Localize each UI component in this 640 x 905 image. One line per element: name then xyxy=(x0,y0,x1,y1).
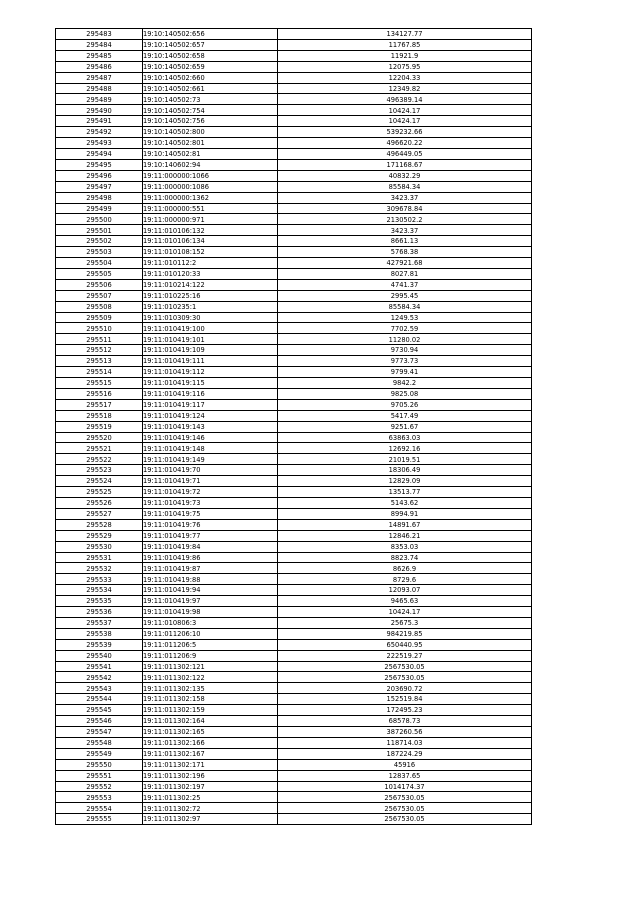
amount-cell: 2567530.05 xyxy=(278,672,532,683)
table-row xyxy=(56,83,532,94)
amount-cell: 3423.37 xyxy=(278,192,532,203)
cadastral-number-cell: 19:11:011302:197 xyxy=(143,781,278,792)
cadastral-number-cell: 19:11:010106:134 xyxy=(143,236,278,247)
amount-cell: 2567530.05 xyxy=(278,803,532,814)
amount-cell: 3423.37 xyxy=(278,225,532,236)
cadastral-number-cell: 19:11:011206:5 xyxy=(143,639,278,650)
table-row xyxy=(56,181,532,192)
row-id-cell: 295518 xyxy=(56,410,143,421)
cadastral-number-cell: 19:10:140502:756 xyxy=(143,116,278,127)
row-id-cell: 295534 xyxy=(56,585,143,596)
table-row xyxy=(56,421,532,432)
cadastral-number-cell: 19:11:010419:87 xyxy=(143,563,278,574)
table-row xyxy=(56,323,532,334)
table-row xyxy=(56,50,532,61)
row-id-cell: 295483 xyxy=(56,29,143,40)
row-id-cell: 295553 xyxy=(56,792,143,803)
row-id-cell: 295487 xyxy=(56,72,143,83)
cadastral-number-cell: 19:11:010419:109 xyxy=(143,345,278,356)
cadastral-number-cell: 19:11:011302:25 xyxy=(143,792,278,803)
amount-cell: 8626.9 xyxy=(278,563,532,574)
cadastral-number-cell: 19:11:010419:112 xyxy=(143,367,278,378)
table-row xyxy=(56,367,532,378)
cadastral-number-cell: 19:11:010419:94 xyxy=(143,585,278,596)
cadastral-number-cell: 19:10:140502:658 xyxy=(143,50,278,61)
amount-cell: 427921.68 xyxy=(278,258,532,269)
cadastral-number-cell: 19:11:011302:171 xyxy=(143,759,278,770)
cadastral-number-cell: 19:10:140502:81 xyxy=(143,148,278,159)
table-row xyxy=(56,792,532,803)
table-row xyxy=(56,781,532,792)
table-row xyxy=(56,552,532,563)
cadastral-number-cell: 19:11:010419:124 xyxy=(143,410,278,421)
table-row xyxy=(56,236,532,247)
row-id-cell: 295507 xyxy=(56,290,143,301)
table-row xyxy=(56,312,532,323)
amount-cell: 12829.09 xyxy=(278,476,532,487)
table-row xyxy=(56,192,532,203)
row-id-cell: 295494 xyxy=(56,148,143,159)
amount-cell: 25675.3 xyxy=(278,617,532,628)
row-id-cell: 295528 xyxy=(56,519,143,530)
row-id-cell: 295517 xyxy=(56,399,143,410)
table-row xyxy=(56,410,532,421)
row-id-cell: 295502 xyxy=(56,236,143,247)
amount-cell: 2567530.05 xyxy=(278,792,532,803)
table-row xyxy=(56,39,532,50)
table-row xyxy=(56,116,532,127)
row-id-cell: 295544 xyxy=(56,694,143,705)
row-id-cell: 295484 xyxy=(56,39,143,50)
amount-cell: 2130502.2 xyxy=(278,214,532,225)
amount-cell: 9705.26 xyxy=(278,399,532,410)
table-row xyxy=(56,247,532,258)
table-row xyxy=(56,214,532,225)
amount-cell: 1014174.37 xyxy=(278,781,532,792)
amount-cell: 222519.27 xyxy=(278,650,532,661)
row-id-cell: 295542 xyxy=(56,672,143,683)
row-id-cell: 295535 xyxy=(56,596,143,607)
amount-cell: 7702.59 xyxy=(278,323,532,334)
amount-cell: 85584.34 xyxy=(278,301,532,312)
row-id-cell: 295550 xyxy=(56,759,143,770)
table-row xyxy=(56,61,532,72)
row-id-cell: 295539 xyxy=(56,639,143,650)
table-row xyxy=(56,585,532,596)
amount-cell: 539232.66 xyxy=(278,127,532,138)
table-row xyxy=(56,476,532,487)
table-row xyxy=(56,727,532,738)
table-row xyxy=(56,334,532,345)
table-row xyxy=(56,563,532,574)
amount-cell: 8994.91 xyxy=(278,508,532,519)
table-row xyxy=(56,628,532,639)
table-row xyxy=(56,345,532,356)
table-body xyxy=(56,29,532,825)
table-row xyxy=(56,672,532,683)
amount-cell: 2567530.05 xyxy=(278,661,532,672)
table-row xyxy=(56,105,532,116)
table-row xyxy=(56,541,532,552)
table-row xyxy=(56,203,532,214)
cadastral-number-cell: 19:11:010214:122 xyxy=(143,279,278,290)
amount-cell: 8353.03 xyxy=(278,541,532,552)
cadastral-number-cell: 19:11:010419:72 xyxy=(143,487,278,498)
cadastral-number-cell: 19:11:010419:75 xyxy=(143,508,278,519)
table-row xyxy=(56,737,532,748)
amount-cell: 172495.23 xyxy=(278,705,532,716)
table-row xyxy=(56,661,532,672)
cadastral-number-cell: 19:11:010419:77 xyxy=(143,530,278,541)
row-id-cell: 295524 xyxy=(56,476,143,487)
row-id-cell: 295521 xyxy=(56,443,143,454)
cadastral-number-cell: 19:11:010419:71 xyxy=(143,476,278,487)
row-id-cell: 295522 xyxy=(56,454,143,465)
row-id-cell: 295532 xyxy=(56,563,143,574)
row-id-cell: 295503 xyxy=(56,247,143,258)
amount-cell: 40832.29 xyxy=(278,170,532,181)
amount-cell: 650440.95 xyxy=(278,639,532,650)
row-id-cell: 295496 xyxy=(56,170,143,181)
amount-cell: 309678.84 xyxy=(278,203,532,214)
amount-cell: 496620.22 xyxy=(278,138,532,149)
table-row xyxy=(56,29,532,40)
amount-cell: 134127.77 xyxy=(278,29,532,40)
table-row xyxy=(56,72,532,83)
cadastral-number-cell: 19:11:010419:100 xyxy=(143,323,278,334)
amount-cell: 9251.67 xyxy=(278,421,532,432)
cadastral-number-cell: 19:11:010419:143 xyxy=(143,421,278,432)
row-id-cell: 295509 xyxy=(56,312,143,323)
table-row xyxy=(56,399,532,410)
amount-cell: 5417.49 xyxy=(278,410,532,421)
cadastral-number-cell: 19:11:010106:132 xyxy=(143,225,278,236)
row-id-cell: 295505 xyxy=(56,268,143,279)
amount-cell: 2567530.05 xyxy=(278,814,532,825)
cadastral-number-cell: 19:11:011302:97 xyxy=(143,814,278,825)
table-row xyxy=(56,388,532,399)
row-id-cell: 295555 xyxy=(56,814,143,825)
amount-cell: 11280.02 xyxy=(278,334,532,345)
table-row xyxy=(56,301,532,312)
cadastral-number-cell: 19:11:011206:10 xyxy=(143,628,278,639)
cadastral-number-cell: 19:11:011302:164 xyxy=(143,716,278,727)
row-id-cell: 295514 xyxy=(56,367,143,378)
amount-cell: 8027.81 xyxy=(278,268,532,279)
row-id-cell: 295549 xyxy=(56,748,143,759)
cadastral-number-cell: 19:11:011302:122 xyxy=(143,672,278,683)
amount-cell: 171168.67 xyxy=(278,159,532,170)
cadastral-number-cell: 19:11:011302:166 xyxy=(143,737,278,748)
cadastral-number-cell: 19:10:140502:661 xyxy=(143,83,278,94)
amount-cell: 2995.45 xyxy=(278,290,532,301)
row-id-cell: 295515 xyxy=(56,378,143,389)
row-id-cell: 295490 xyxy=(56,105,143,116)
table-row xyxy=(56,519,532,530)
table-row xyxy=(56,290,532,301)
table-row xyxy=(56,508,532,519)
row-id-cell: 295547 xyxy=(56,727,143,738)
row-id-cell: 295543 xyxy=(56,683,143,694)
amount-cell: 12846.21 xyxy=(278,530,532,541)
cadastral-number-cell: 19:11:000000:1086 xyxy=(143,181,278,192)
table-row xyxy=(56,432,532,443)
row-id-cell: 295554 xyxy=(56,803,143,814)
cadastral-number-cell: 19:11:010419:117 xyxy=(143,399,278,410)
amount-cell: 8823.74 xyxy=(278,552,532,563)
amount-cell: 496449.05 xyxy=(278,148,532,159)
table-row xyxy=(56,748,532,759)
cadastral-number-cell: 19:11:011302:121 xyxy=(143,661,278,672)
cadastral-number-cell: 19:11:011206:9 xyxy=(143,650,278,661)
table-row xyxy=(56,170,532,181)
amount-cell: 496389.14 xyxy=(278,94,532,105)
amount-cell: 12692.16 xyxy=(278,443,532,454)
table-row xyxy=(56,607,532,618)
cadastral-number-cell: 19:11:010419:111 xyxy=(143,356,278,367)
table-row xyxy=(56,279,532,290)
table-row xyxy=(56,759,532,770)
amount-cell: 85584.34 xyxy=(278,181,532,192)
amount-cell: 4741.37 xyxy=(278,279,532,290)
amount-cell: 68578.73 xyxy=(278,716,532,727)
amount-cell: 63863.03 xyxy=(278,432,532,443)
row-id-cell: 295533 xyxy=(56,574,143,585)
amount-cell: 984219.85 xyxy=(278,628,532,639)
amount-cell: 12349.82 xyxy=(278,83,532,94)
table-row xyxy=(56,138,532,149)
cadastral-number-cell: 19:10:140502:657 xyxy=(143,39,278,50)
row-id-cell: 295516 xyxy=(56,388,143,399)
cadastral-number-cell: 19:11:011302:135 xyxy=(143,683,278,694)
cadastral-number-cell: 19:11:010419:149 xyxy=(143,454,278,465)
row-id-cell: 295493 xyxy=(56,138,143,149)
amount-cell: 13513.77 xyxy=(278,487,532,498)
row-id-cell: 295488 xyxy=(56,83,143,94)
cadastral-number-cell: 19:11:010309:30 xyxy=(143,312,278,323)
table-row xyxy=(56,574,532,585)
cadastral-number-cell: 19:10:140502:800 xyxy=(143,127,278,138)
row-id-cell: 295497 xyxy=(56,181,143,192)
amount-cell: 8661.13 xyxy=(278,236,532,247)
row-id-cell: 295527 xyxy=(56,508,143,519)
amount-cell: 12837.65 xyxy=(278,770,532,781)
amount-cell: 5768.38 xyxy=(278,247,532,258)
row-id-cell: 295530 xyxy=(56,541,143,552)
amount-cell: 1249.53 xyxy=(278,312,532,323)
amount-cell: 12075.95 xyxy=(278,61,532,72)
cadastral-number-cell: 19:11:011302:196 xyxy=(143,770,278,781)
cadastral-number-cell: 19:11:010225:16 xyxy=(143,290,278,301)
row-id-cell: 295548 xyxy=(56,737,143,748)
row-id-cell: 295526 xyxy=(56,497,143,508)
table-row xyxy=(56,617,532,628)
table-row xyxy=(56,497,532,508)
cadastral-number-cell: 19:11:011302:165 xyxy=(143,727,278,738)
amount-cell: 9825.08 xyxy=(278,388,532,399)
cadastral-number-cell: 19:11:010419:97 xyxy=(143,596,278,607)
cadastral-number-cell: 19:10:140502:659 xyxy=(143,61,278,72)
row-id-cell: 295545 xyxy=(56,705,143,716)
cadastral-number-cell: 19:11:011302:72 xyxy=(143,803,278,814)
cadastral-number-cell: 19:11:010419:73 xyxy=(143,497,278,508)
row-id-cell: 295506 xyxy=(56,279,143,290)
row-id-cell: 295492 xyxy=(56,127,143,138)
row-id-cell: 295552 xyxy=(56,781,143,792)
row-id-cell: 295523 xyxy=(56,465,143,476)
amount-cell: 11767.85 xyxy=(278,39,532,50)
amount-cell: 10424.17 xyxy=(278,116,532,127)
row-id-cell: 295510 xyxy=(56,323,143,334)
row-id-cell: 295499 xyxy=(56,203,143,214)
cadastral-number-cell: 19:11:011302:158 xyxy=(143,694,278,705)
amount-cell: 10424.17 xyxy=(278,607,532,618)
cadastral-number-cell: 19:11:011302:159 xyxy=(143,705,278,716)
amount-cell: 9465.63 xyxy=(278,596,532,607)
cadastral-number-cell: 19:11:000000:971 xyxy=(143,214,278,225)
table-row xyxy=(56,814,532,825)
cadastral-number-cell: 19:11:010419:88 xyxy=(143,574,278,585)
cadastral-number-cell: 19:11:000000:551 xyxy=(143,203,278,214)
cadastral-number-cell: 19:11:010419:115 xyxy=(143,378,278,389)
table-row xyxy=(56,268,532,279)
amount-cell: 18306.49 xyxy=(278,465,532,476)
row-id-cell: 295529 xyxy=(56,530,143,541)
row-id-cell: 295546 xyxy=(56,716,143,727)
row-id-cell: 295551 xyxy=(56,770,143,781)
amount-cell: 9730.94 xyxy=(278,345,532,356)
cadastral-number-cell: 19:10:140502:660 xyxy=(143,72,278,83)
row-id-cell: 295540 xyxy=(56,650,143,661)
row-id-cell: 295486 xyxy=(56,61,143,72)
row-id-cell: 295520 xyxy=(56,432,143,443)
table-row xyxy=(56,159,532,170)
cadastral-number-cell: 19:10:140502:754 xyxy=(143,105,278,116)
row-id-cell: 295495 xyxy=(56,159,143,170)
cadastral-number-cell: 19:11:010419:98 xyxy=(143,607,278,618)
table-row xyxy=(56,694,532,705)
amount-cell: 14891.67 xyxy=(278,519,532,530)
table-row xyxy=(56,94,532,105)
table-row xyxy=(56,596,532,607)
row-id-cell: 295512 xyxy=(56,345,143,356)
row-id-cell: 295489 xyxy=(56,94,143,105)
amount-cell: 11921.9 xyxy=(278,50,532,61)
amount-cell: 152519.84 xyxy=(278,694,532,705)
table-row xyxy=(56,683,532,694)
cadastral-number-cell: 19:11:010419:116 xyxy=(143,388,278,399)
amount-cell: 9842.2 xyxy=(278,378,532,389)
table-row xyxy=(56,705,532,716)
row-id-cell: 295500 xyxy=(56,214,143,225)
data-table xyxy=(55,28,532,825)
row-id-cell: 295525 xyxy=(56,487,143,498)
row-id-cell: 295537 xyxy=(56,617,143,628)
amount-cell: 5143.62 xyxy=(278,497,532,508)
amount-cell: 12093.07 xyxy=(278,585,532,596)
amount-cell: 12204.33 xyxy=(278,72,532,83)
cadastral-number-cell: 19:10:140502:73 xyxy=(143,94,278,105)
amount-cell: 21019.51 xyxy=(278,454,532,465)
cadastral-number-cell: 19:11:010806:3 xyxy=(143,617,278,628)
row-id-cell: 295538 xyxy=(56,628,143,639)
table-row xyxy=(56,454,532,465)
row-id-cell: 295508 xyxy=(56,301,143,312)
table-row xyxy=(56,443,532,454)
table-row xyxy=(56,378,532,389)
table-row xyxy=(56,716,532,727)
cadastral-number-cell: 19:11:011302:167 xyxy=(143,748,278,759)
table-row xyxy=(56,639,532,650)
table-row xyxy=(56,803,532,814)
table-row xyxy=(56,356,532,367)
row-id-cell: 295531 xyxy=(56,552,143,563)
amount-cell: 9773.73 xyxy=(278,356,532,367)
amount-cell: 187224.29 xyxy=(278,748,532,759)
cadastral-number-cell: 19:11:000000:1362 xyxy=(143,192,278,203)
row-id-cell: 295519 xyxy=(56,421,143,432)
cadastral-number-cell: 19:11:010419:76 xyxy=(143,519,278,530)
cadastral-number-cell: 19:10:140602:94 xyxy=(143,159,278,170)
cadastral-number-cell: 19:11:010419:148 xyxy=(143,443,278,454)
amount-cell: 8729.6 xyxy=(278,574,532,585)
table-row xyxy=(56,650,532,661)
table-row xyxy=(56,258,532,269)
cadastral-number-cell: 19:11:010108:152 xyxy=(143,247,278,258)
table-row xyxy=(56,465,532,476)
cadastral-number-cell: 19:11:010419:84 xyxy=(143,541,278,552)
table-row xyxy=(56,530,532,541)
amount-cell: 387260.56 xyxy=(278,727,532,738)
cadastral-number-cell: 19:11:010112:2 xyxy=(143,258,278,269)
row-id-cell: 295485 xyxy=(56,50,143,61)
amount-cell: 203690.72 xyxy=(278,683,532,694)
row-id-cell: 295491 xyxy=(56,116,143,127)
table-row xyxy=(56,487,532,498)
row-id-cell: 295541 xyxy=(56,661,143,672)
cadastral-number-cell: 19:11:010419:86 xyxy=(143,552,278,563)
table-row xyxy=(56,127,532,138)
table-row xyxy=(56,225,532,236)
cadastral-number-cell: 19:11:010419:101 xyxy=(143,334,278,345)
amount-cell: 118714.03 xyxy=(278,737,532,748)
amount-cell: 10424.17 xyxy=(278,105,532,116)
cadastral-number-cell: 19:10:140502:801 xyxy=(143,138,278,149)
cadastral-number-cell: 19:11:010419:146 xyxy=(143,432,278,443)
row-id-cell: 295536 xyxy=(56,607,143,618)
row-id-cell: 295504 xyxy=(56,258,143,269)
amount-cell: 9799.41 xyxy=(278,367,532,378)
cadastral-number-cell: 19:11:010235:1 xyxy=(143,301,278,312)
row-id-cell: 295501 xyxy=(56,225,143,236)
row-id-cell: 295498 xyxy=(56,192,143,203)
cadastral-number-cell: 19:11:010419:70 xyxy=(143,465,278,476)
cadastral-number-cell: 19:11:010120:33 xyxy=(143,268,278,279)
row-id-cell: 295513 xyxy=(56,356,143,367)
cadastral-number-cell: 19:10:140502:656 xyxy=(143,29,278,40)
cadastral-number-cell: 19:11:000000:1066 xyxy=(143,170,278,181)
table-row xyxy=(56,770,532,781)
document-page xyxy=(55,28,532,825)
table-row xyxy=(56,148,532,159)
amount-cell: 45916 xyxy=(278,759,532,770)
row-id-cell: 295511 xyxy=(56,334,143,345)
